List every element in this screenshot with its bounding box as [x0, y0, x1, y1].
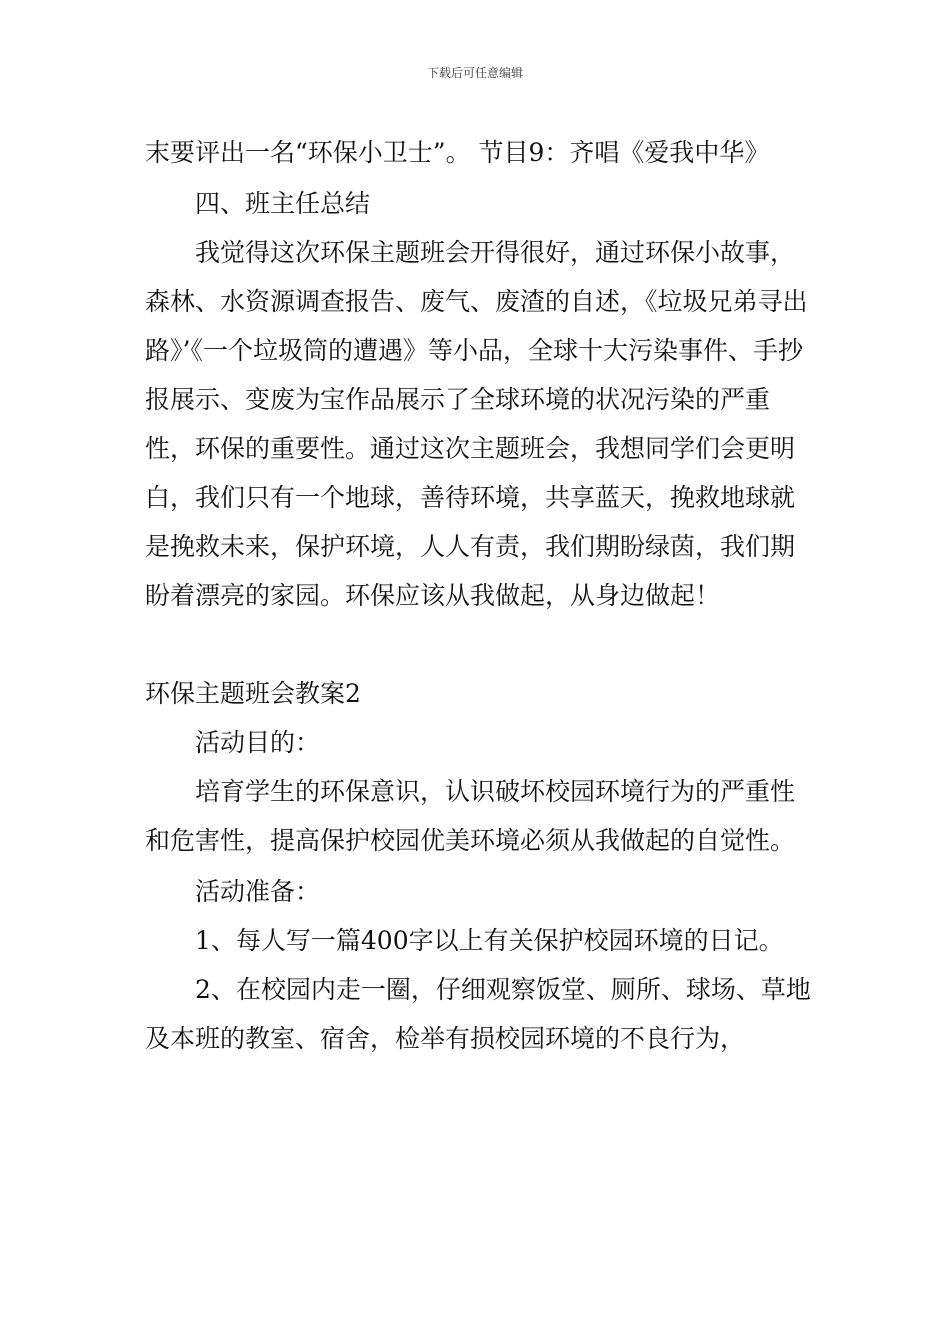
- paragraph-activity-purpose: 培育学生的环保意识，认识破坏校园环境行为的严重性和危害性，提高保护校园优美环境必须从我做起的自觉性。: [145, 777, 796, 855]
- list-item-preparation-1: 1、每人写一篇400字以上有关保护校园环境的日记。: [195, 926, 784, 955]
- page-header: 下载后可任意编辑: [426, 66, 523, 80]
- section-heading-activity-preparation: 活动准备：: [195, 877, 321, 906]
- section-heading-teacher-summary: 四、班主任总结: [195, 189, 371, 218]
- section-heading-activity-purpose: 活动目的：: [195, 728, 321, 757]
- paragraph-teacher-summary: 我觉得这次环保主题班会开得很好，通过环保小故事，森林、水资源调查报告、废气、废渣的自述，《垃圾兄弟寻出路》’《一个垃圾筒的遭遇》等小品，全球十大污染事件、手抄报展示、变废为宝作品展示了全球环境的状况污染的严重性，环保的重要性。通过这次主题班会，我想同学们会更明白，我们只有一个地球，善待环境，共享蓝天，挽救地球就是挽救未来，保护环境，人人有责，我们期盼绿茵，我们期盼着漂亮的家园。环保应该从我做起，从身边做起！: [145, 238, 808, 610]
- list-item-preparation-2: 2、在校园内走一圈，仔细观察饭堂、厕所、球场、草地及本班的教室、宿舍，检举有损校园环境的不良行为，: [145, 975, 811, 1053]
- document-body: [145, 128, 813, 1063]
- paragraph-program-note: 末要评出一名“环保小卫士”。 节目9：齐唱《爱我中华》: [145, 138, 770, 167]
- lesson-plan-title: 环保主题班会教案2: [145, 679, 361, 708]
